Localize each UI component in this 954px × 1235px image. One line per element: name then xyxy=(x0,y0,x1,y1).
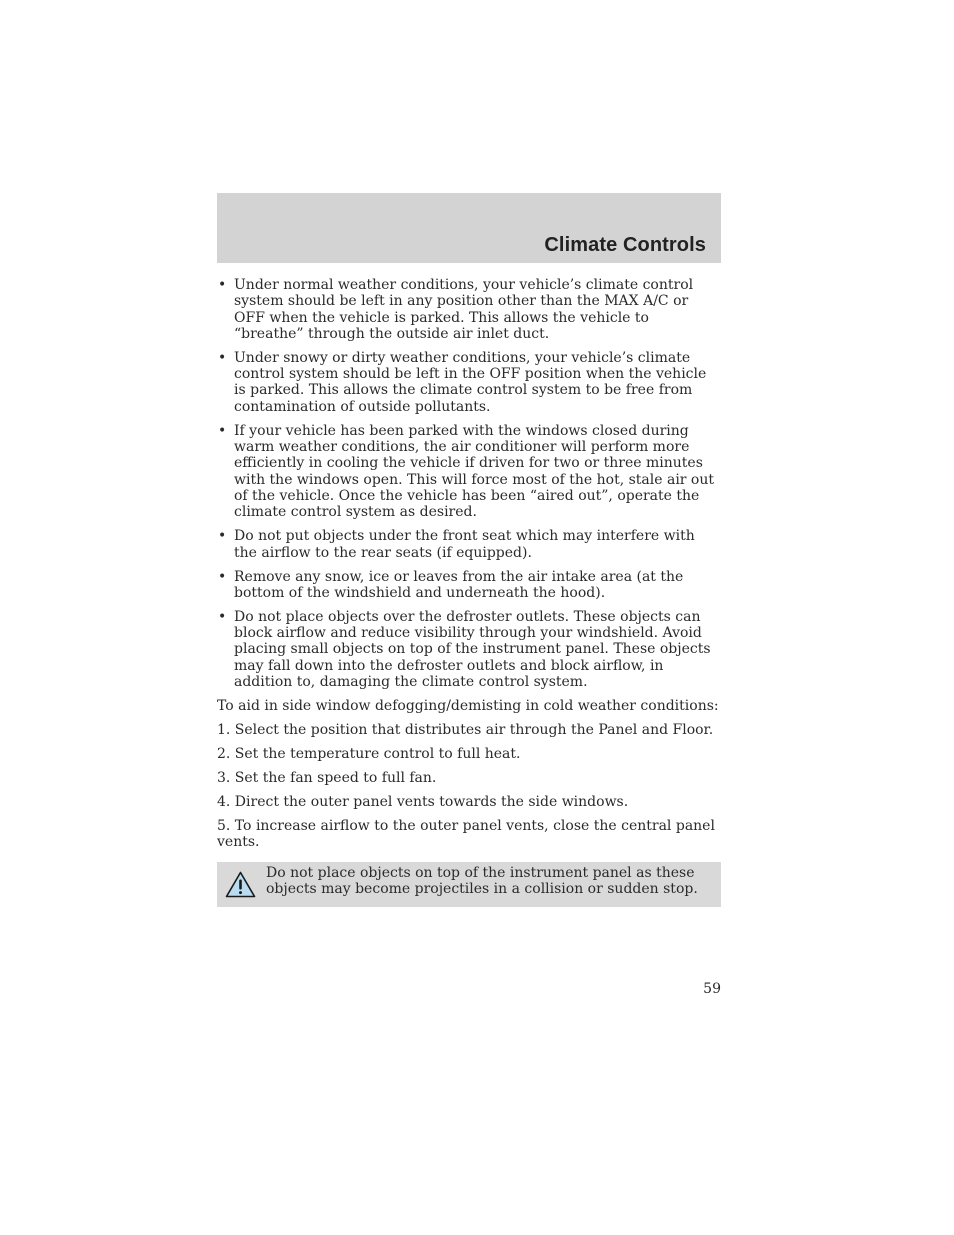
bullet-dot: • xyxy=(218,608,227,625)
bullet-item xyxy=(217,569,721,602)
intro-paragraph: To aid in side window defogging/demisting in cold weather conditions: xyxy=(217,697,719,714)
bullet-dot: • xyxy=(218,568,227,585)
bullet-item xyxy=(217,423,721,521)
bullet-dot: • xyxy=(218,528,227,545)
warning-text: Do not place objects on top of the instrument panel as these objects may become projectiles in a collision or sudden stop. xyxy=(266,865,698,898)
bullet-text: Under normal weather conditions, your vehicle’s climate control system should be left in any position other than the MAX A/C or OFF when the vehicle is parked. This allows the vehicle to “breathe” through the outside air inlet duct. xyxy=(234,277,694,342)
bullet-item xyxy=(217,528,721,561)
bullet-text: Under snowy or dirty weather conditions, your vehicle’s climate control system should be left in the OFF position when the vehicle is parked. This allows the climate control system to be free from contamination of outside pollutants. xyxy=(234,349,707,415)
bullet-dot: • xyxy=(218,277,227,293)
bullet-dot: • xyxy=(218,422,227,439)
step-item: 5. To increase airflow to the outer panel vents, close the central panel vents. xyxy=(217,817,715,851)
page-content xyxy=(217,277,721,858)
bullet-text: Do not put objects under the front seat which may interfere with the airflow to the rear seats (if equipped). xyxy=(234,528,695,561)
bullet-text: Remove any snow, ice or leaves from the air intake area (at the bottom of the windshield and underneath the hood). xyxy=(234,568,684,601)
step-item: 2. Set the temperature control to full heat. xyxy=(217,745,521,762)
step-item: 1. Select the position that distributes air through the Panel and Floor. xyxy=(217,721,714,738)
warning-box xyxy=(217,862,721,907)
bullet-item xyxy=(217,350,721,415)
step-item: 3. Set the fan speed to full fan. xyxy=(217,769,437,786)
section-header-band xyxy=(217,193,721,263)
bullet-item xyxy=(217,609,721,690)
warning-triangle-icon xyxy=(225,871,256,898)
page-number: 59 xyxy=(703,981,721,997)
bullet-text: Do not place objects over the defroster outlets. These objects can block airflow and reduce visibility through your windshield. Avoid placing small objects on top of the instrument panel. These objects may fall down into the defroster outlets and block airflow, in addition to, damaging the climate control system. xyxy=(234,608,711,690)
bullet-text: If your vehicle has been parked with the windows closed during warm weather conditions, the air conditioner will perform more efficiently in cooling the vehicle if driven for two or three minutes with the windows open. This will force most of the hot, stale air out of the vehicle. Once the vehicle has been “aired out”, operate the climate control system as desired. xyxy=(234,422,715,521)
section-title: Climate Controls xyxy=(544,234,706,256)
bullet-dot: • xyxy=(218,349,227,366)
bullet-item xyxy=(217,277,721,342)
step-item: 4. Direct the outer panel vents towards the side windows. xyxy=(217,793,629,810)
